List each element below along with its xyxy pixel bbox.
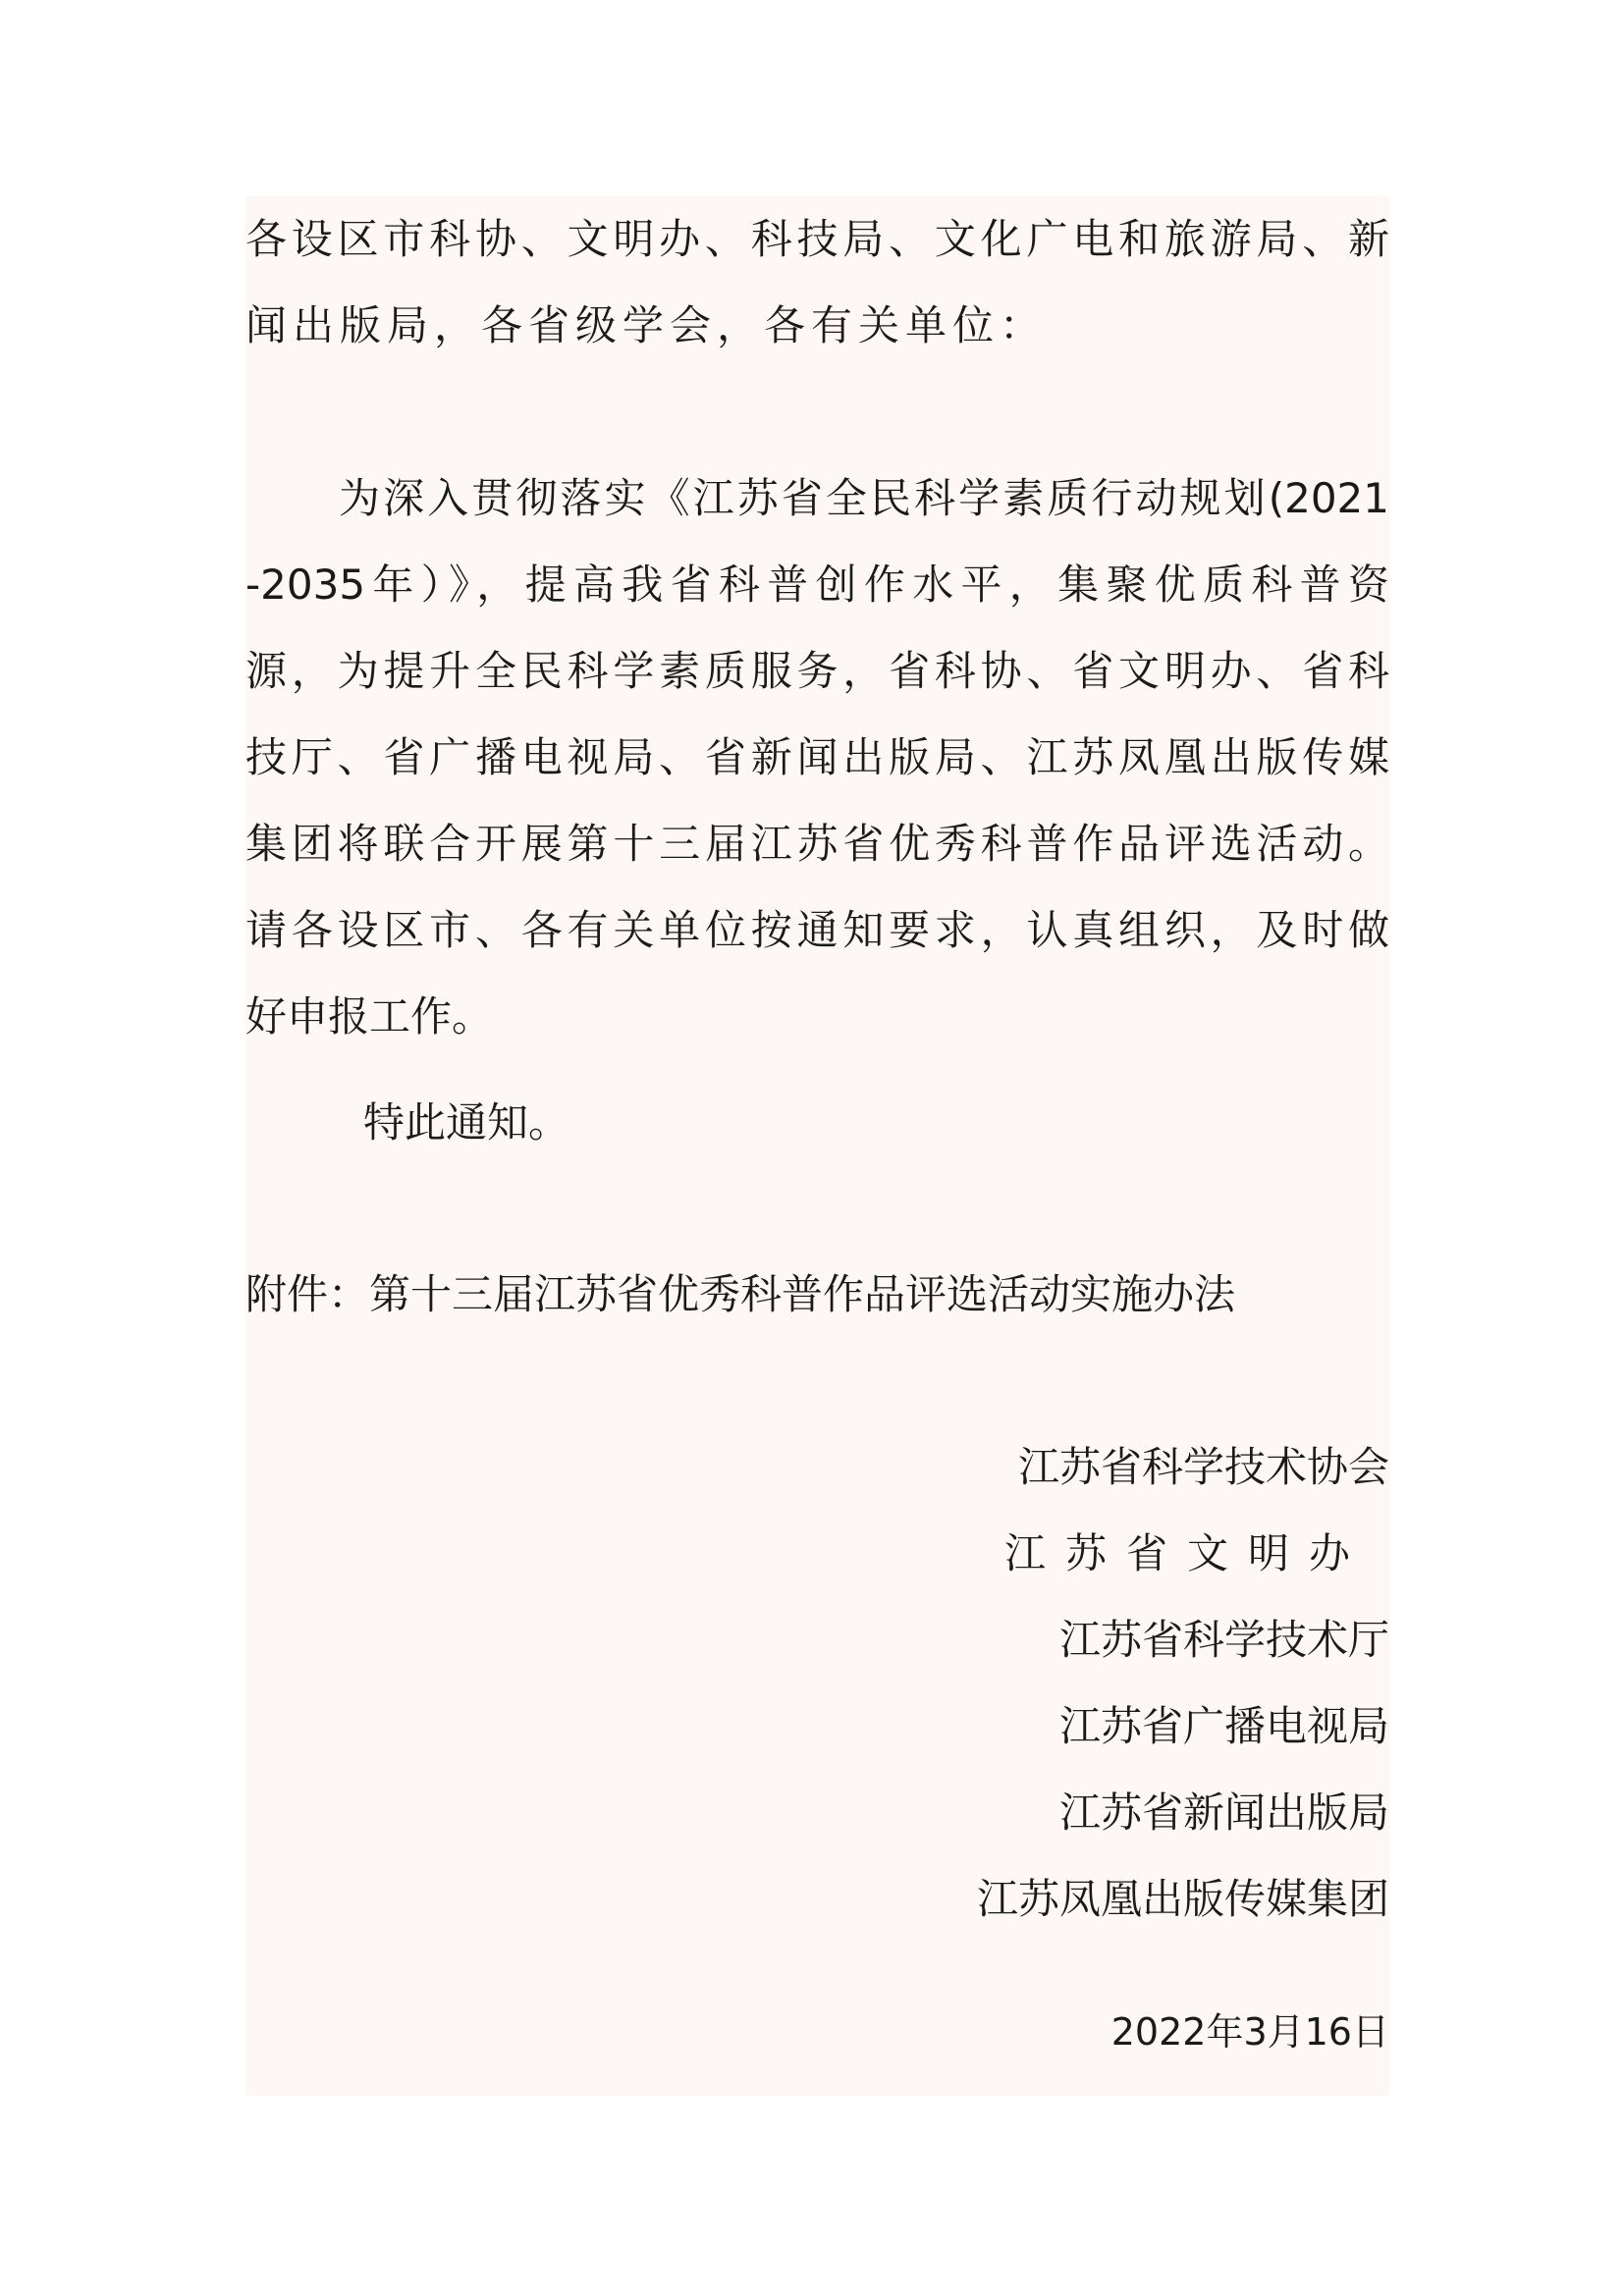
document-body	[245, 196, 1389, 2096]
signatory-5: 江苏省新闻出版局	[1058, 1789, 1389, 1837]
body-line-2: -2035年）》，提高我省科普创作水平，集聚优质科普资	[245, 561, 1389, 609]
attachment-line: 附件：第十三届江苏省优秀科普作品评选活动实施办法	[245, 1270, 1236, 1318]
body-line-5: 集团将联合开展第十三届江苏省优秀科普作品评选活动。	[245, 820, 1389, 868]
signatory-4: 江苏省广播电视局	[1058, 1702, 1389, 1750]
signatory-1: 江苏省科学技术协会	[1017, 1443, 1389, 1491]
closing-text: 特此通知。	[363, 1098, 570, 1147]
body-line-4: 技厅、省广播电视局、省新闻出版局、江苏凤凰出版传媒	[245, 733, 1389, 781]
signatory-6: 江苏凤凰出版传媒集团	[976, 1875, 1389, 1923]
body-line-7: 好申报工作。	[245, 992, 494, 1041]
signatory-2: 江苏省文明办	[1003, 1529, 1370, 1577]
signatory-3: 江苏省科学技术厅	[1058, 1616, 1389, 1664]
body-line-6: 请各设区市、各有关单位按通知要求，认真组织，及时做	[245, 906, 1389, 954]
body-line-3: 源，为提升全民科学素质服务，省科协、省文明办、省科	[245, 647, 1389, 695]
salutation-line-2: 闻出版局，各省级学会，各有关单位：	[245, 301, 1048, 349]
salutation-line-1: 各设区市科协、文明办、科技局、文化广电和旅游局、新	[245, 215, 1389, 263]
body-line-1: 为深入贯彻落实《江苏省全民科学素质行动规划(2021	[339, 474, 1389, 522]
date-line: 2022年3月16日	[1110, 2010, 1389, 2054]
